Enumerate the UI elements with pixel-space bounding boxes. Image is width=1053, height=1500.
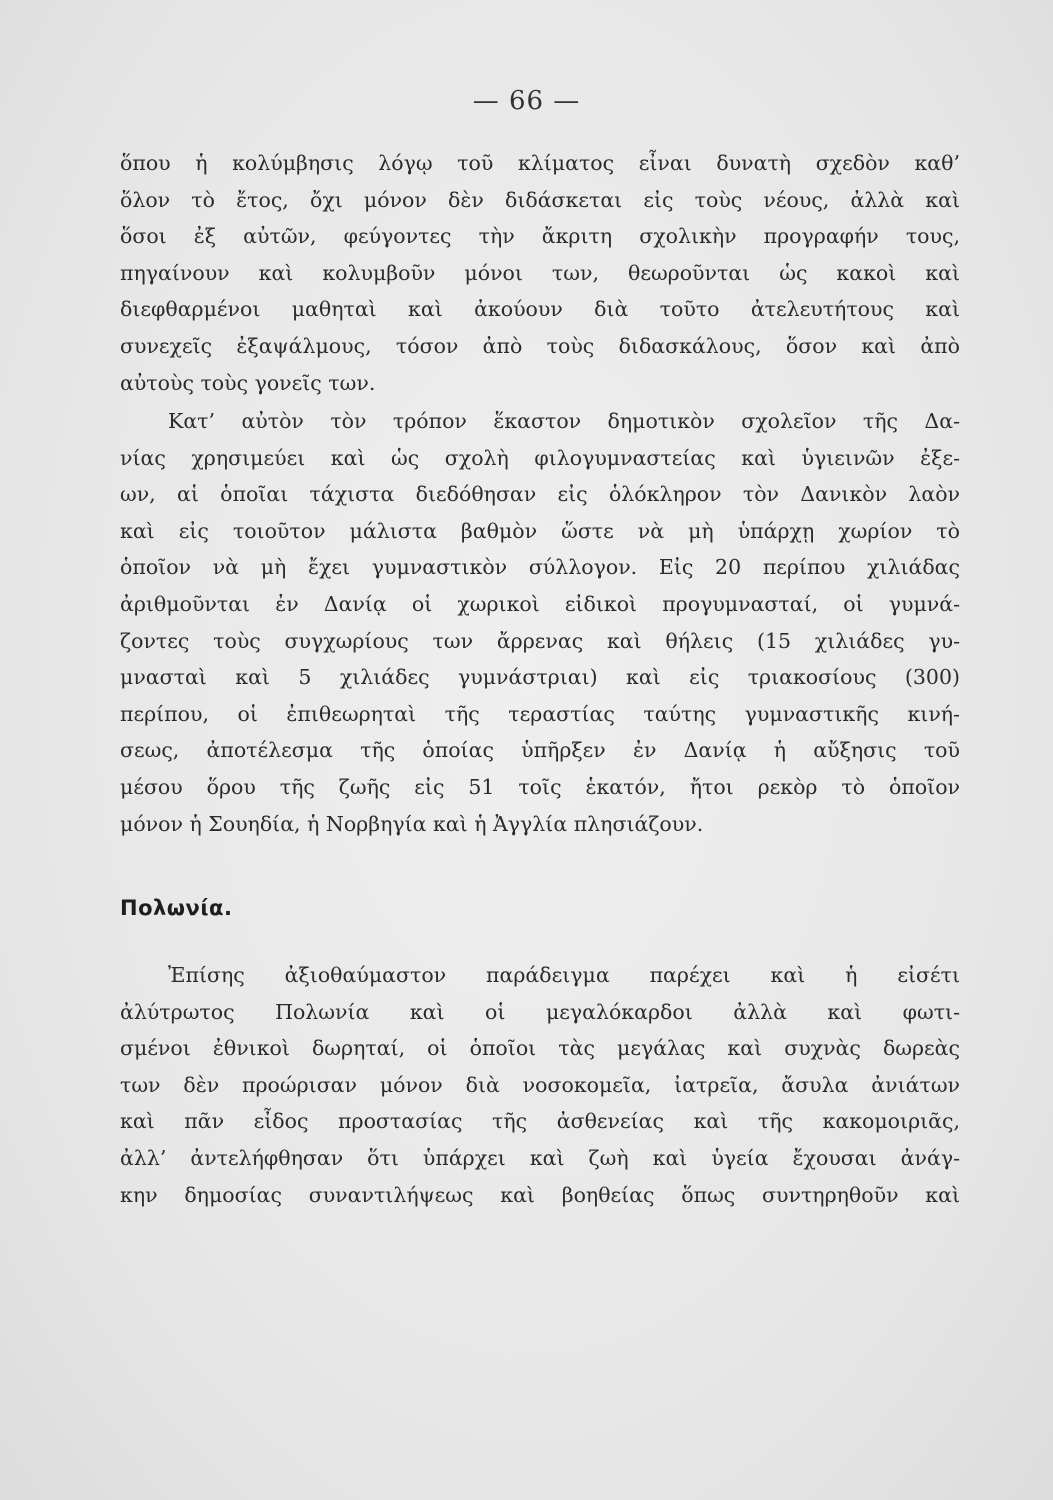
- text-line: ὅσοι ἐξ αὐτῶν, φεύγοντες τὴν ἄκριτη σχολικὴν προγραφήν τους,: [120, 224, 960, 249]
- text-line: αὐτοὺς τοὺς γονεῖς των.: [120, 370, 376, 395]
- text-line: μόνον ἡ Σουηδία, ἡ Νορβηγία καὶ ἡ Ἀγγλία πλησιάζουν.: [120, 811, 704, 836]
- text-line: πηγαίνουν καὶ κολυμβοῦν μόνοι των, θεωροῦνται ὡς κακοὶ καὶ: [120, 260, 960, 285]
- paragraph-1: [120, 145, 960, 401]
- text-line: περίπου, οἱ ἐπιθεωρηταὶ τῆς τεραστίας ταύτης γυμναστικῆς κινή-: [120, 701, 960, 726]
- paragraph-3: [120, 957, 960, 1213]
- text-line: ζοντες τοὺς συγχωρίους των ἄρρενας καὶ θήλεις (15 χιλιάδες γυ-: [120, 628, 960, 653]
- text-line: ων, αἱ ὁποῖαι τάχιστα διεδόθησαν εἰς ὁλόκληρον τὸν Δανικὸν λαὸν: [120, 482, 960, 507]
- text-line: σμένοι ἐθνικοὶ δωρηταί, οἱ ὁποῖοι τὰς μεγάλας καὶ συχνὰς δωρεὰς: [120, 1036, 960, 1061]
- text-line: ἀριθμοῦνται ἐν Δανίᾳ οἱ χωρικοὶ εἰδικοὶ προγυμνασταί, οἱ γυμνά-: [120, 591, 960, 616]
- text-line: Κατ’ αὐτὸν τὸν τρόπον ἕκαστον δημοτικὸν σχολεῖον τῆς Δα-: [168, 409, 960, 433]
- text-line: καὶ πᾶν εἶδος προστασίας τῆς ἀσθενείας καὶ τῆς κακομοιριᾶς,: [120, 1109, 960, 1134]
- text-line: Ἐπίσης ἀξιοθαύμαστον παράδειγμα παρέχει καὶ ἡ εἰσέτι: [168, 963, 960, 987]
- text-line: κην δημοσίας συναντιλήψεως καὶ βοηθείας ὅπως συντηρηθοῦν καὶ: [120, 1182, 960, 1207]
- text-line: μνασταὶ καὶ 5 χιλιάδες γυμνάστριαι) καὶ εἰς τριακοσίους (300): [120, 665, 960, 690]
- section-heading: Πολωνία.: [120, 896, 233, 920]
- text-line: μέσου ὅρου τῆς ζωῆς εἰς 51 τοῖς ἑκατόν, ἤτοι ρεκὸρ τὸ ὁποῖον: [120, 774, 960, 799]
- text-line: σεως, ἀποτέλεσμα τῆς ὁποίας ὑπῆρξεν ἐν Δανίᾳ ἡ αὔξησις τοῦ: [120, 738, 960, 763]
- text-line: ἀλλ’ ἀντελήφθησαν ὅτι ὑπάρχει καὶ ζωὴ καὶ ὑγεία ἔχουσαι ἀνάγ-: [120, 1145, 960, 1170]
- text-line: των δὲν προώρισαν μόνον διὰ νοσοκομεῖα, ἰατρεῖα, ἄσυλα ἀνιάτων: [120, 1072, 960, 1097]
- page-number: — 66 —: [472, 86, 581, 116]
- paragraph-2: [120, 403, 960, 842]
- text-line: ὁποῖον νὰ μὴ ἔχει γυμναστικὸν σύλλογον. Εἰς 20 περίπου χιλιάδας: [120, 555, 960, 580]
- text-line: καὶ εἰς τοιοῦτον μάλιστα βαθμὸν ὥστε νὰ μὴ ὑπάρχῃ χωρίον τὸ: [120, 518, 960, 543]
- text-line: νίας χρησιμεύει καὶ ὡς σχολὴ φιλογυμναστείας καὶ ὑγιεινῶν ἐξε-: [120, 445, 960, 470]
- text-line: ὅλον τὸ ἔτος, ὄχι μόνον δὲν διδάσκεται εἰς τοὺς νέους, ἀλλὰ καὶ: [120, 187, 960, 212]
- text-line: συνεχεῖς ἐξαψάλμους, τόσον ἀπὸ τοὺς διδασκάλους, ὅσον καὶ ἀπὸ: [120, 333, 960, 358]
- text-line: ὅπου ἡ κολύμβησις λόγῳ τοῦ κλίματος εἶναι δυνατὴ σχεδὸν καθ’: [120, 151, 960, 175]
- text-line: διεφθαρμένοι μαθηταὶ καὶ ἀκούουν διὰ τοῦτο ἀτελευτήτους καὶ: [120, 297, 960, 322]
- text-line: ἀλύτρωτος Πολωνία καὶ οἱ μεγαλόκαρδοι ἀλλὰ καὶ φωτι-: [120, 999, 960, 1024]
